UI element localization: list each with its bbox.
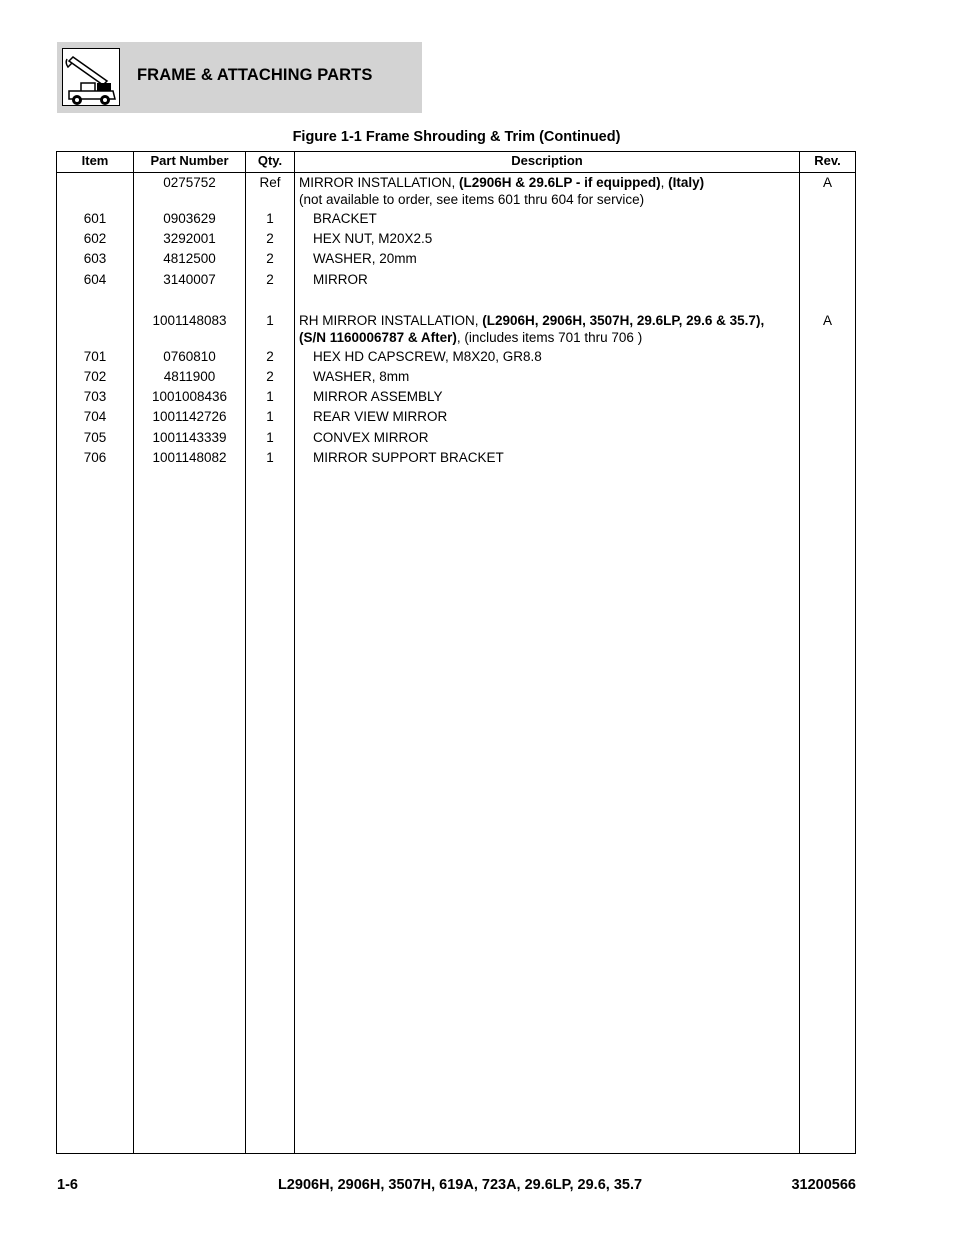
rev-cell: A: [822, 313, 832, 328]
item-cell: 705: [83, 430, 107, 445]
part-number-cell: 1001142726: [152, 409, 227, 424]
description-cell: WASHER, 8mm: [313, 369, 410, 384]
description-cell: [299, 312, 799, 329]
description-models: (L2906H & 29.6LP - if equipped): [459, 175, 661, 190]
description-cell: [299, 174, 799, 191]
part-number-cell: 0903629: [163, 211, 216, 226]
description-cell: WASHER, 20mm: [313, 251, 417, 266]
description-cell: MIRROR SUPPORT BRACKET: [313, 450, 504, 465]
description-models: (L2906H, 2906H, 3507H, 29.6LP, 29.6 & 35.7),: [482, 313, 765, 328]
description-cell: BRACKET: [313, 211, 377, 226]
column-divider: [245, 151, 246, 1154]
column-header-item: Item: [81, 153, 109, 168]
item-cell: 701: [83, 349, 107, 364]
column-divider: [799, 151, 800, 1154]
rev-cell: A: [822, 175, 832, 190]
qty-cell: 2: [266, 272, 274, 287]
item-cell: 604: [83, 272, 107, 287]
description-text: RH MIRROR INSTALLATION,: [299, 313, 483, 328]
item-cell: 601: [83, 211, 107, 226]
figure-title: Figure 1-1 Frame Shrouding & Trim (Continued): [292, 129, 621, 145]
description-note: (not available to order, see items 601 thru 604 for service): [299, 192, 645, 207]
qty-cell: 1: [266, 389, 274, 404]
qty-cell: 1: [266, 211, 274, 226]
item-cell: 602: [83, 231, 107, 246]
part-number-cell: 3292001: [163, 231, 216, 246]
item-cell: 702: [83, 369, 107, 384]
header-divider: [56, 172, 856, 173]
qty-cell: Ref: [259, 175, 281, 190]
document-number: 31200566: [791, 1177, 856, 1193]
description-separator: ,: [660, 175, 669, 190]
description-cell: REAR VIEW MIRROR: [313, 409, 448, 424]
item-cell: 706: [83, 450, 107, 465]
description-includes: , (includes items 701 thru 706 ): [456, 330, 643, 345]
qty-cell: 1: [266, 409, 274, 424]
column-divider: [294, 151, 295, 1154]
description-cell: HEX NUT, M20X2.5: [313, 231, 433, 246]
qty-cell: 2: [266, 349, 274, 364]
item-cell: 603: [83, 251, 107, 266]
qty-cell: 1: [266, 450, 274, 465]
description-cell: CONVEX MIRROR: [313, 430, 429, 445]
qty-cell: 2: [266, 231, 274, 246]
description-cell: HEX HD CAPSCREW, M8X20, GR8.8: [313, 349, 542, 364]
part-number-cell: 4812500: [163, 251, 216, 266]
column-header-part-number: Part Number: [150, 153, 229, 168]
qty-cell: 1: [266, 430, 274, 445]
item-cell: 703: [83, 389, 107, 404]
item-cell: 704: [83, 409, 107, 424]
qty-cell: 2: [266, 251, 274, 266]
qty-cell: 2: [266, 369, 274, 384]
page-number: 1-6: [57, 1177, 78, 1193]
column-header-description: Description: [511, 153, 583, 168]
part-number-cell: 4811900: [163, 369, 216, 384]
description-note: [299, 329, 799, 346]
column-header-qty: Qty.: [257, 153, 283, 168]
description-cell: MIRROR ASSEMBLY: [313, 389, 443, 404]
description-cell: MIRROR: [313, 272, 368, 287]
part-number-cell: 0760810: [163, 349, 216, 364]
telehandler-logo-icon: [62, 48, 120, 106]
model-list: L2906H, 2906H, 3507H, 619A, 723A, 29.6LP, 29.6, 35.7: [277, 1177, 643, 1193]
parts-table: [56, 151, 856, 1154]
description-region: (Italy): [668, 175, 705, 190]
part-number-cell: 3140007: [163, 272, 216, 287]
qty-cell: 1: [266, 313, 274, 328]
description-serial: (S/N 1160006787 & After): [299, 330, 457, 345]
part-number-cell: 1001008436: [151, 389, 228, 404]
section-title: FRAME & ATTACHING PARTS: [137, 66, 373, 84]
column-divider: [133, 151, 134, 1154]
column-header-rev: Rev.: [814, 153, 841, 168]
description-text: MIRROR INSTALLATION,: [299, 175, 460, 190]
part-number-cell: 1001143339: [152, 430, 227, 445]
part-number-cell: 0275752: [163, 175, 216, 190]
part-number-cell: 1001148082: [152, 450, 227, 465]
part-number-cell: 1001148083: [152, 313, 227, 328]
